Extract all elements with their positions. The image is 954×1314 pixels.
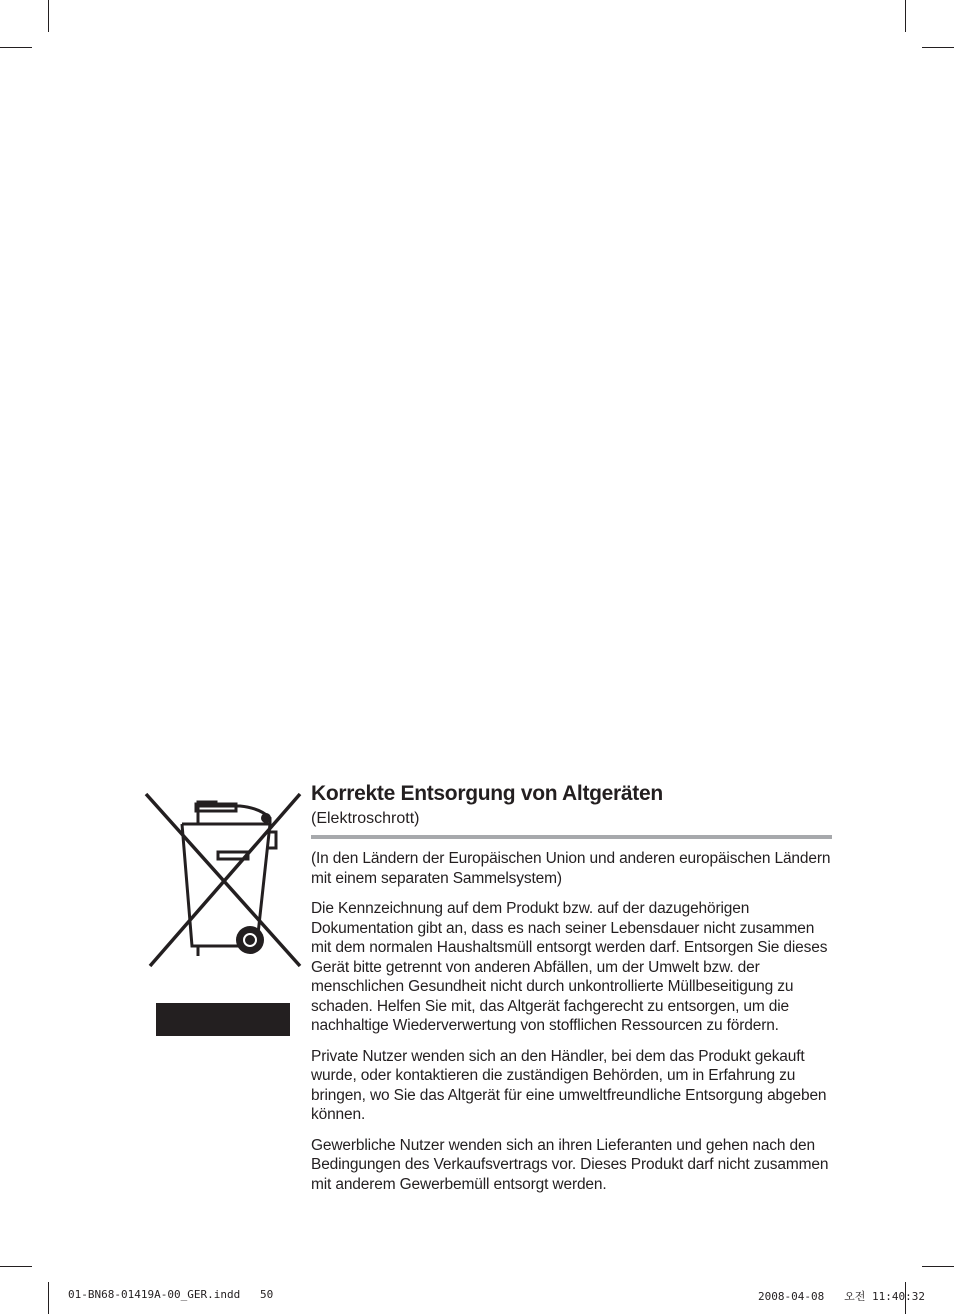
weee-black-bar [156, 1003, 290, 1036]
paragraph-private-users: Private Nutzer wenden sich an den Händler, bei dem das Produkt gekauft wurde, oder kontaktieren die zuständigen Behörden, um in Erfahrung zu bringen, wo Sie das Altgerät für eine umweltfreundliche Entsorgung abgeben können. [311, 1047, 827, 1123]
crop-mark [905, 0, 906, 32]
title-rule [311, 835, 832, 839]
crop-mark [922, 47, 954, 48]
crop-mark [48, 1282, 49, 1314]
section-subtitle: (Elektroschrott) [311, 810, 420, 827]
crossed-out-wheelie-bin-icon [140, 788, 305, 973]
crop-mark [0, 1266, 32, 1267]
paragraph-scope: (In den Ländern der Europäischen Union und anderen europäischen Ländern mit einem separaten Sammelsystem) [311, 850, 831, 887]
crop-mark [922, 1266, 954, 1267]
crop-mark [0, 47, 32, 48]
crop-mark [48, 0, 49, 32]
footer-file-info: 01-BN68-01419A-00_GER.indd 50 [68, 1288, 274, 1301]
paragraph-marking: Die Kennzeichnung auf dem Produkt bzw. auf der dazugehörigen Dokumentation gibt an, dass es nach seiner Lebensdauer nicht zusammen mit dem normalen Haushaltsmüll entsorgt werden darf. Entsorgen Sie dieses Gerät bitte getrennt von anderen Abfällen, um der Umwelt bzw. der menschlichen Gesundheit nicht durch unkontrollierte Müllbeseitigung zu schaden. Helfen Sie mit, das Altgerät fachgerecht zu entsorgen, um die nachhaltige Wiederverwertung von stofflichen Ressourcen zu fördern. [311, 900, 828, 1034]
footer-date: 2008-04-08 오전 11:40:32 [758, 1290, 925, 1303]
section-title: Korrekte Entsorgung von Altgeräten [311, 782, 663, 805]
paragraph-business-users: Gewerbliche Nutzer wenden sich an ihren Lieferanten und gehen nach den Bedingungen des Verkaufsvertrags vor. Dieses Produkt darf nicht zusammen mit anderem Gewerbemüll entsorgt werden. [311, 1136, 829, 1193]
disposal-section [311, 781, 833, 1205]
